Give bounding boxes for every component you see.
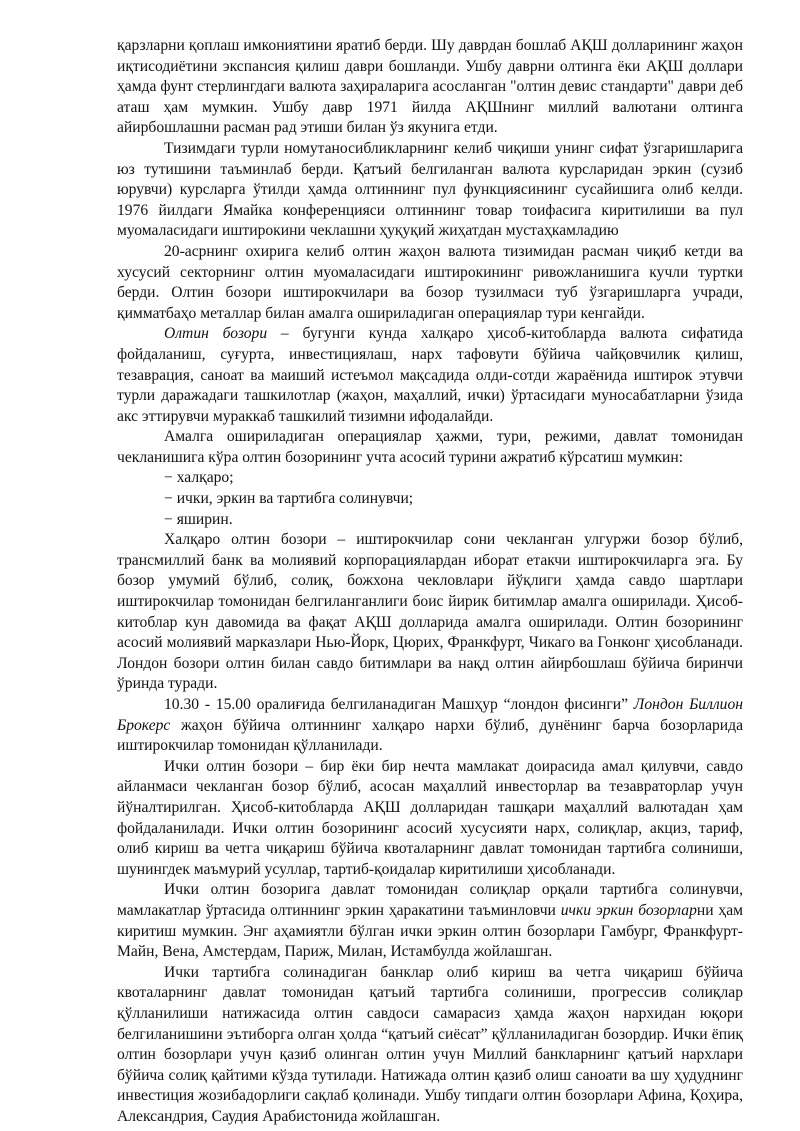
paragraph-7 bbox=[117, 695, 743, 757]
paragraph-5: Амалга ошириладиган операциялар ҳажми, тури, режими, давлат томонидан чекланишига кўра олтин бозорининг учта асосий турини ажратиб кўрсатиш мумкин: bbox=[117, 428, 743, 466]
term-london-bullion-brokers: Лондон Биллион Брокерс bbox=[117, 696, 744, 734]
document-page bbox=[117, 36, 743, 1127]
paragraph-9-text: ни ҳам киритиш мумкин. Энг аҳамиятли бўлган ички эркин олтин бозорлари Гамбург, Франкфурт-Майн, Вена, Амстердам, Париж, Милан, Истамбулда жойлашган. bbox=[117, 901, 743, 961]
paragraph-7-text: жаҳон бўйича олтиннинг халқаро нархи бўлиб, дунёнинг барча бозорларида иштирокчилар томонидан қўлланилади. bbox=[117, 716, 743, 755]
paragraph-3: 20-асрнинг охирига келиб олтин жаҳон валюта тизимидан расман чиқиб кетди ва хусусий секторнинг олтин муомаласидаги иштирокининг ривожланишига кучли туртки берди. Олтин бозори иштирокчилари ва бозор тузилмаси туб ўзгаришларга учради, қимматбаҳо металлар билан амалга ошириладиган операциялар тури кенгайди. bbox=[117, 242, 743, 322]
paragraph-4 bbox=[117, 324, 743, 427]
paragraph-1: қарзларни қоплаш имкониятини яратиб берди. Шу даврдан бошлаб АҚШ долларининг жаҳон иқтисодиётини экспансия қилиш даври бошланди. Ушбу даврни олтинга ёки АҚШ доллари ҳамда фунт стерлингдаги валюта заҳираларига асосланган "олтин девис стандарти" даври деб аташ ҳам мумкин. Ушбу давр 1971 йилда АҚШнинг миллий валютани олтинга айирбошлашни расман рад этиши билан ўз якунига етди. bbox=[117, 37, 743, 137]
paragraph-4-text: – бугунги кунда халқаро ҳисоб-китобларда валюта сифатида фойдаланиш, суғурта, инвестициялаш, нарх тафовути бўйича чайқовчилик қилиш, тезаврация, саноат ва маиший истеъмол мақсадида олди-сотди жараёнида иштирок этувчи турли даражадаги ташкилотлар (жаҳон, маҳаллий, ички) ўртасидаги муносабатларни ўзида акс эттирувчи мураккаб ташкилий тизимни ифодалайди. bbox=[117, 325, 743, 425]
paragraph-10: Ички тартибга солинадиган банклар олиб кириш ва четга чиқариш бўйича квоталарнинг давлат томонидан қатъий тартибга солиниши, прогрессив солиқлар қўлланилиши натижасида олтин савдоси самарасиз ҳамда жаҳон нархидан юқори белгиланишини эътиборга олган ҳолда “қатъий сиёсат” қўлланиладиган бозордир. Ички ёпиқ олтин бозорлари учун қазиб олинган олтин учун Миллий банкларнинг қатъий нархлари бўйича солиқ қайтими кўзда тутилади. Натижада олтин қазиб олиш саноати ва шу ҳудуднинг инвестиция жозибадорлиги сақлаб қолинади. Ушбу типдаги олтин бозорлари Афина, Қоҳира, Александрия, Саудия Арабистонида жойлашган. bbox=[117, 963, 743, 1125]
list-item: − ички, эркин ва тартибга солинувчи; bbox=[164, 490, 414, 508]
term-free-markets: ички эркин бозорлар bbox=[560, 901, 697, 919]
term-gold-market: Олтин бозори bbox=[164, 325, 268, 343]
paragraph-2: Тизимдаги турли номутаносибликларнинг келиб чиқиши унинг сифат ўзгаришларига юз тутишини таъминлаб берди. Қатъий белгиланган валюта курсларидан эркин (сузиб юрувчи) курсларга ўтилди ҳамда олтиннинг пул функциясининг сусайишига олиб келди. 1976 йилдаги Ямайка конференцияси олтиннинг товар тоифасига киритилиши ва пул муомаласидаги иштирокини чеклашни ҳуқуқий жиҳатдан мустаҳкамладию bbox=[117, 139, 743, 240]
list-item: − халқаро; bbox=[164, 469, 234, 487]
paragraph-8: Ички олтин бозори – бир ёки бир нечта мамлакат доирасида амал қилувчи, савдо айланмаси чекланган бозор бўлиб, асосан маҳаллий инвесторлар ва тезавраторлар учун йўналтирилган. Ҳисоб-китобларда АҚШ долларидан ташқари маҳаллий валютадан ҳам фойдаланилади. Ички олтин бозорининг асосий хусусияти нарх, солиқлар, акциз, тариф, олиб кириш ва четга чиқариш бўйича квоталарнинг давлат томонидан тартибга солиниши, шунингдек маъмурий усуллар, тартиб-қоидалар киритилиши ҳисобланади. bbox=[117, 757, 743, 878]
list-item: − яширин. bbox=[164, 510, 233, 528]
paragraph-9 bbox=[117, 880, 743, 962]
paragraph-7-start: 10.30 - 15.00 оралиғида белгиланадиган Машҳур “лондон фисинги” bbox=[164, 696, 634, 713]
paragraph-9-start: Ички олтин бозорига давлат томонидан солиқлар орқали тартибга солинувчи, мамлакатлар ўртасида олтиннинг эркин ҳаракатини таъминловчи bbox=[117, 881, 743, 919]
paragraph-6: Халқаро олтин бозори – иштирокчилар сони чекланган улгуржи бозор бўлиб, трансмиллий банк ва молиявий корпорациялардан иборат етакчи иштирокчиларга эга. Бу бозор умумий бўлиб, солиқ, божхона чекловлари йўқлиги ҳамда савдо шартлари иштирокчилар томонидан белгиланганлиги боис йирик битимлар амалга оширилади. Ҳисоб-китоблар кун давомида ва фақат АҚШ долларида амалга оширилади. Олтин бозорининг асосий молиявий марказлари Нью-Йорк, Цюрих, Франкфурт, Чикаго ва Гонконг ҳисобланади. Лондон бозори олтин билан савдо битимлари ва нақд олтин айирбошлаш бўйича биринчи ўринда туради. bbox=[117, 531, 743, 693]
